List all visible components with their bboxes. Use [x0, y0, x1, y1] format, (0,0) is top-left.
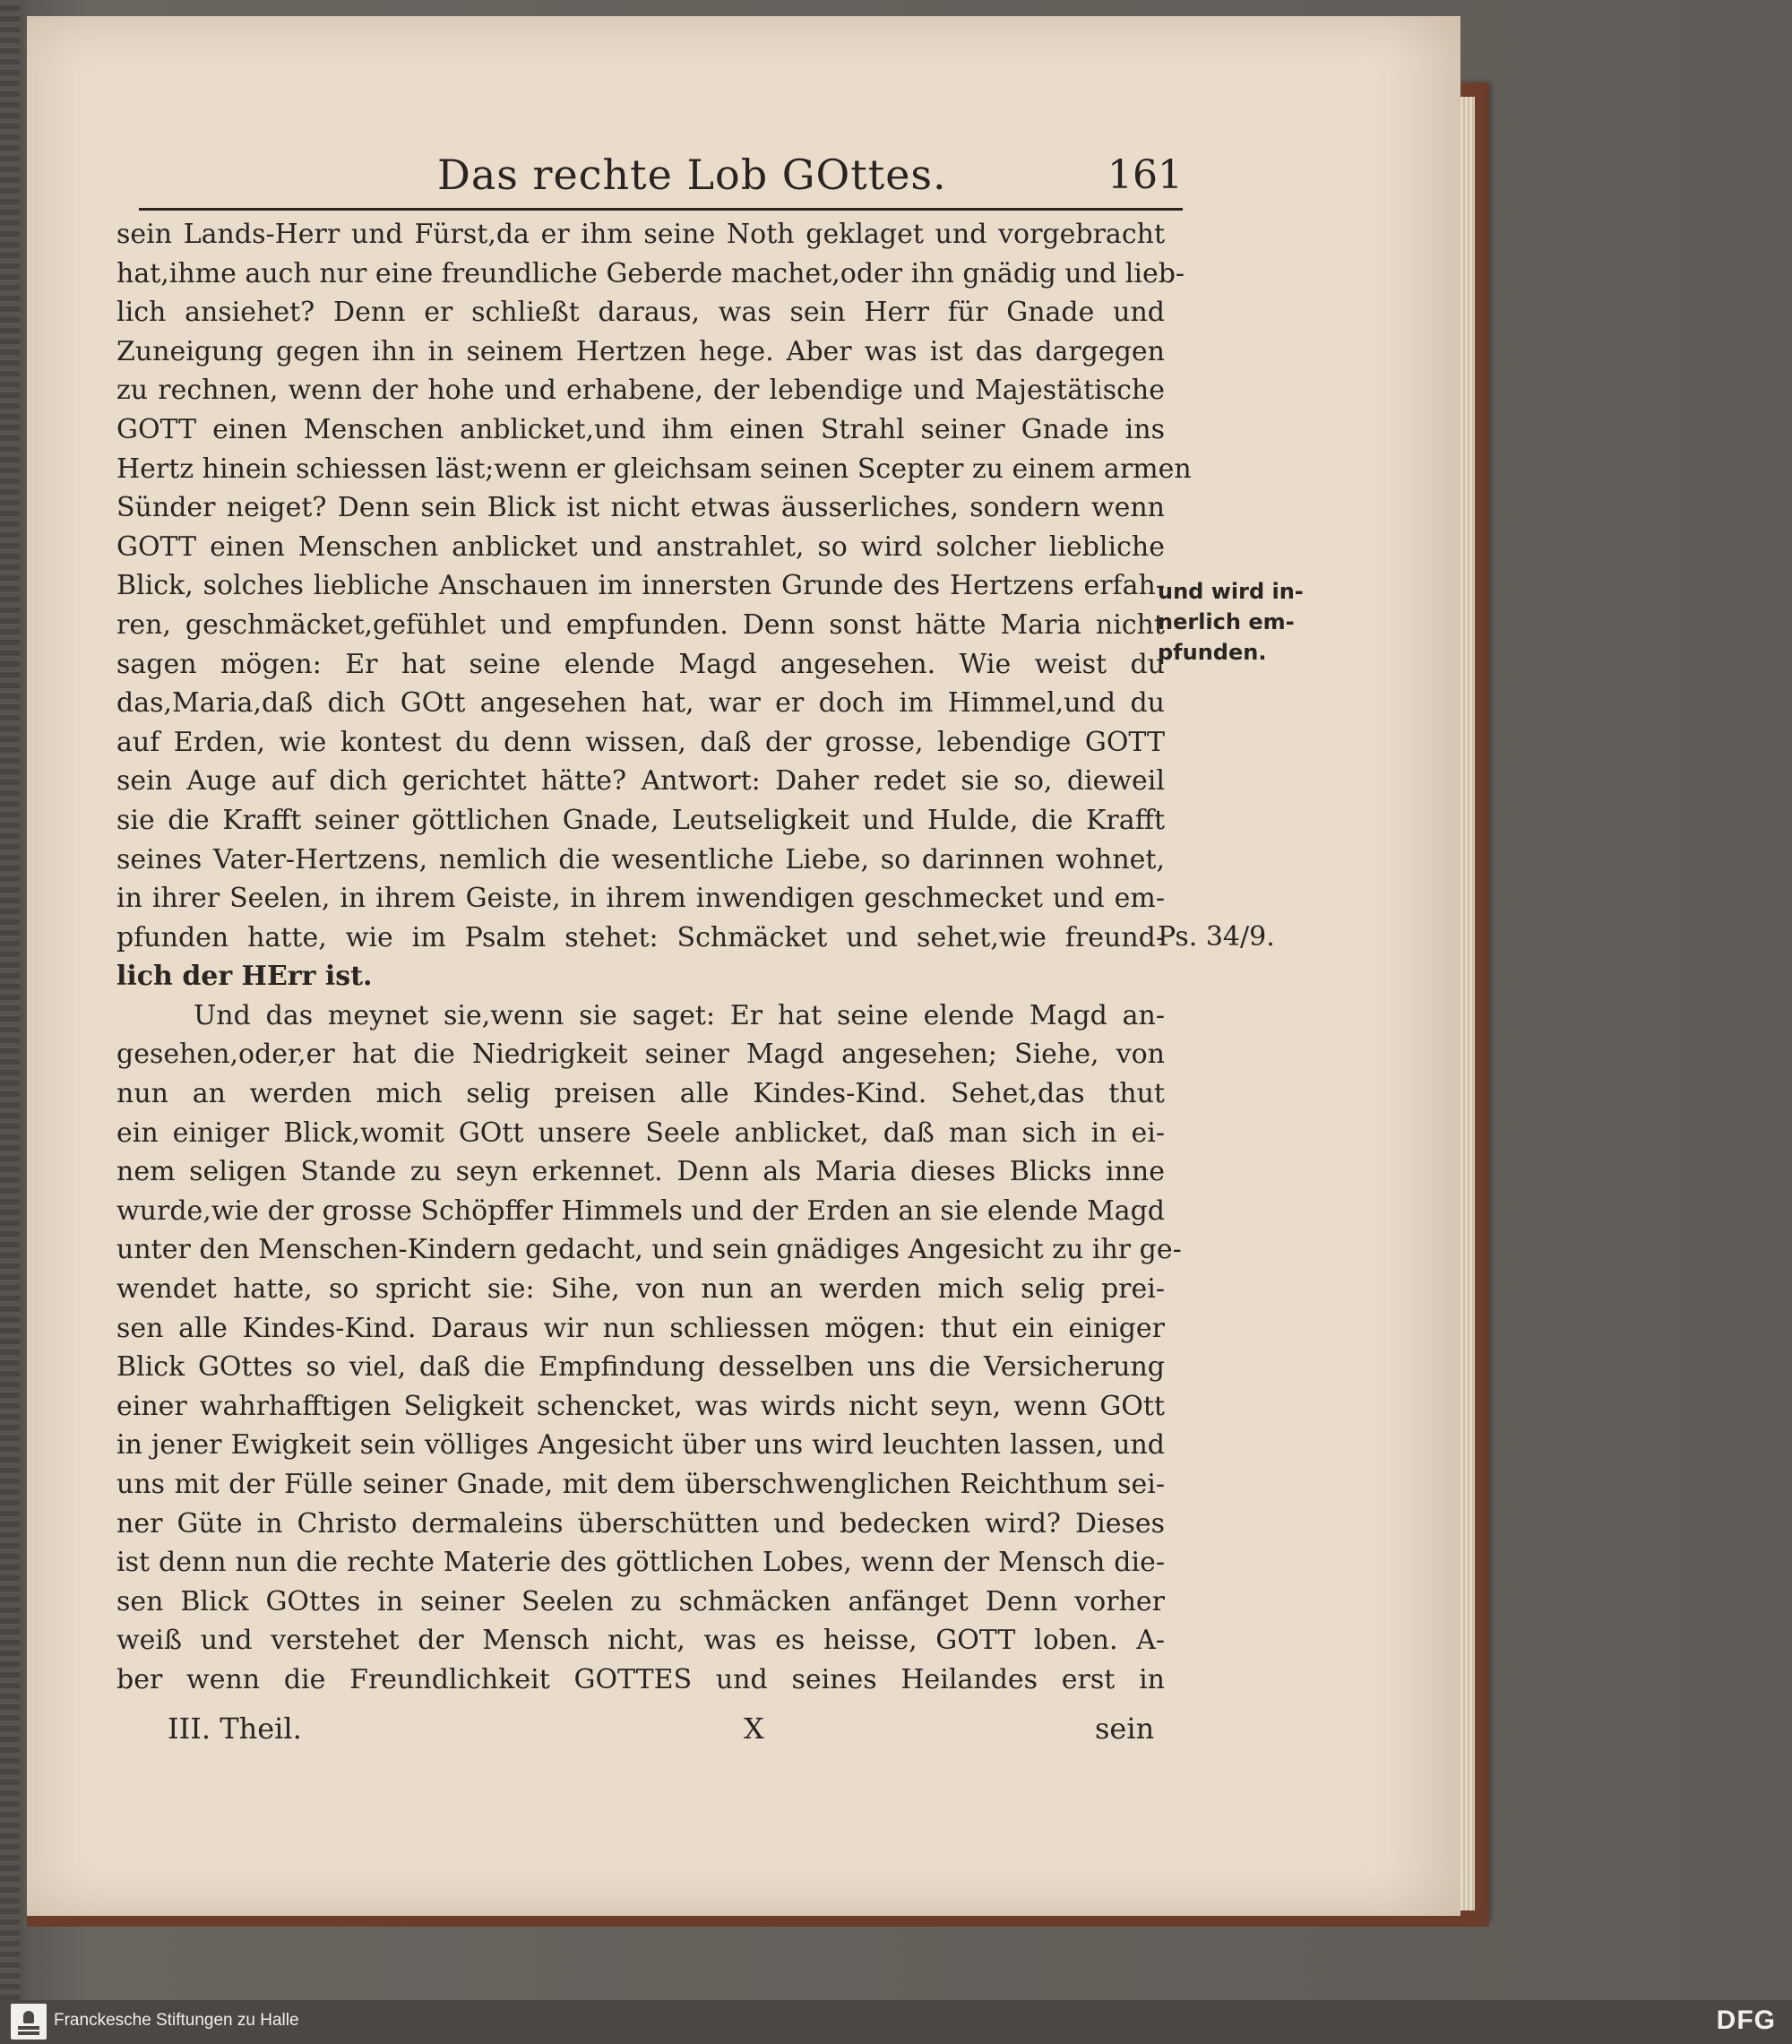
book-page — [27, 16, 1460, 1916]
text-line: Hertz hinein schiessen läst;wenn er gleichsam seinen Scepter zu einem armen — [116, 453, 1192, 485]
provider-name[interactable]: Franckesche Stiftungen zu Halle — [54, 2011, 299, 2030]
text-line: sagen mögen: Er hat seine elende Magd angesehen. Wie weist du — [116, 648, 1165, 680]
dfg-logo-icon[interactable]: DFG — [1716, 2005, 1776, 2035]
text-line: gesehen,oder,er hat die Niedrigkeit seiner Magd angesehen; Siehe, von — [116, 1039, 1165, 1071]
margin-note-line: und wird in- — [1158, 579, 1304, 604]
text-line: pfunden hatte, wie im Psalm stehet: Schmäcket und sehet,wie freund- — [116, 921, 1165, 953]
text-line: nun an werden mich selig preisen alle Kindes-Kind. Sehet,das thut — [116, 1078, 1165, 1110]
text-line: Blick GOttes so viel, daß die Empfindung desselben uns die Versicherung — [116, 1351, 1165, 1384]
text-line: ber wenn die Freundlichkeit GOTTES und seines Heilandes erst in — [116, 1663, 1165, 1695]
adjacent-page-edge — [0, 0, 20, 2000]
text-line: ein einiger Blick,womit GOtt unsere Seele anblicket, daß man sich in ei- — [116, 1117, 1165, 1149]
text-line: GOTT einen Menschen anblicket,und ihm einen Strahl seiner Gnade ins — [116, 413, 1165, 445]
text-line: GOTT einen Menschen anblicket und anstrahlet, so wird solcher liebliche — [116, 530, 1165, 563]
text-line: nem seligen Stande zu seyn erkennet. Denn als Maria dieses Blicks inne — [116, 1156, 1165, 1188]
psalm-reference: Ps. 34/9. — [1158, 921, 1275, 953]
text-line: in jener Ewigkeit sein völliges Angesicht über uns wird leuchten lassen, und — [116, 1429, 1165, 1462]
text-line: uns mit der Fülle seiner Gnade, mit dem überschwenglichen Reichthum sei- — [116, 1469, 1165, 1500]
text-line: in ihrer Seelen, in ihrem Geiste, in ihrem inwendigen geschmecket und em- — [116, 883, 1165, 915]
text-line: sen alle Kindes-Kind. Daraus wir nun schliessen mögen: thut ein einiger — [116, 1312, 1165, 1344]
footer-signature-mark: X — [744, 1712, 764, 1746]
margin-note-line: pfunden. — [1158, 640, 1267, 665]
text-line: Sünder neiget? Denn sein Blick ist nicht etwas äusserliches, sondern wenn — [116, 492, 1165, 524]
text-line: sein Auge auf dich gerichtet hätte? Antwort: Daher redet sie so, dieweil — [116, 765, 1165, 798]
text-line: wendet hatte, so spricht sie: Sihe, von nun an werden mich selig prei- — [116, 1273, 1165, 1306]
text-line: einer wahrhafftigen Seligkeit schencket, was wirds nicht seyn, wenn GOtt — [116, 1390, 1165, 1422]
text-line: ist denn nun die rechte Materie des göttlichen Lobes, wenn der Mensch die- — [116, 1547, 1165, 1579]
text-line: Und das meynet sie,wenn sie saget: Er hat seine elende Magd an- — [194, 999, 1165, 1031]
text-line: lich der HErr ist. — [116, 961, 373, 993]
text-line: Blick, solches liebliche Anschauen im innersten Grunde des Hertzens erfah- — [116, 570, 1165, 602]
viewer-status-bar — [0, 2000, 1792, 2044]
text-line: zu rechnen, wenn der hohe und erhabene, der lebendige und Majestätische — [116, 375, 1165, 407]
body-text — [116, 215, 1192, 1700]
margin-note-line: nerlich em- — [1158, 609, 1295, 634]
text-line: unter den Menschen-Kindern gedacht, und sein gnädiges Angesicht zu ihr ge- — [116, 1234, 1182, 1266]
text-line: seines Vater-Hertzens, nemlich die wesentliche Liebe, so darinnen wohnet, — [116, 843, 1165, 875]
text-line: sie die Krafft seiner göttlichen Gnade, Leutseligkeit und Hulde, die Krafft — [116, 804, 1165, 836]
text-line: lich ansiehet? Denn er schließt daraus, was sein Herr für Gnade und — [116, 297, 1165, 329]
running-header — [139, 151, 1183, 211]
text-line: ner Güte in Christo dermaleins überschütten und bedecken wird? Dieses — [116, 1507, 1165, 1539]
footer-part-label: III. Theil. — [168, 1712, 302, 1746]
text-line: sen Blick GOttes in seiner Seelen zu schmäcken anfänget Denn vorher — [116, 1585, 1165, 1617]
page-title: Das rechte Lob GOttes. — [437, 151, 947, 199]
text-line: Zuneigung gegen ihn in seinem Hertzen hege. Aber was ist das dargegen — [116, 335, 1165, 367]
text-line: sein Lands-Herr und Fürst,da er ihm seine Noth geklaget und vorgebracht — [116, 219, 1165, 250]
text-line: ren, geschmäcket,gefühlet und empfunden. Denn sonst hätte Maria nicht — [116, 608, 1165, 641]
text-line: hat,ihme auch nur eine freundliche Geberde machet,oder ihn gnädig und lieb- — [116, 257, 1185, 289]
text-line: weiß und verstehet der Mensch nicht, was es heisse, GOTT loben. A- — [116, 1625, 1165, 1657]
text-line: auf Erden, wie kontest du denn wissen, daß der grosse, lebendige GOTT — [116, 726, 1165, 758]
margin-note — [1158, 576, 1319, 668]
footer-catchword: sein — [1095, 1712, 1155, 1746]
text-line: wurde,wie der grosse Schöpffer Himmels und der Erden an sie elende Magd — [116, 1194, 1165, 1227]
provider-logo-icon[interactable] — [11, 2004, 47, 2040]
text-line: das,Maria,daß dich GOtt angesehen hat, war er doch im Himmel,und du — [116, 687, 1165, 720]
page-number: 161 — [1107, 152, 1183, 198]
